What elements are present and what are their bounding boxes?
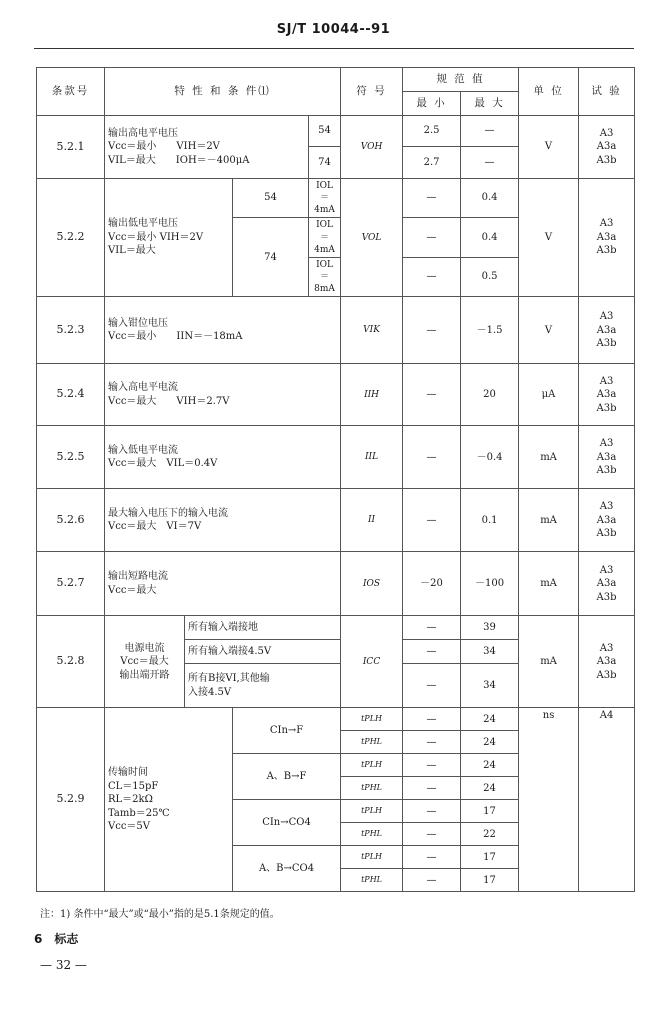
max-cell: 0.4 xyxy=(461,218,519,257)
clause-cell: 5.2.6 xyxy=(37,489,105,552)
series-cell: 54 xyxy=(309,116,341,147)
table-row xyxy=(37,708,635,731)
max-cell: 0.5 xyxy=(461,257,519,296)
param-cell: tPHL xyxy=(341,869,403,892)
current-cell: IOL＝4mA xyxy=(309,218,341,257)
condition-line: 输出端开路 xyxy=(119,669,170,681)
clause-cell: 5.2.5 xyxy=(37,426,105,489)
clause-cell: 5.2.9 xyxy=(37,708,105,892)
table-row xyxy=(37,297,635,364)
max-cell: 24 xyxy=(461,708,519,731)
symbol-cell: IIL xyxy=(341,426,403,489)
condition-cell xyxy=(105,116,309,179)
clause-cell: 5.2.4 xyxy=(37,364,105,426)
condition-cell xyxy=(105,426,341,489)
series-cell: 54 xyxy=(233,179,309,218)
table-row xyxy=(37,426,635,489)
test-line: A3a xyxy=(596,514,617,526)
max-cell: — xyxy=(461,116,519,147)
test-line: A3 xyxy=(599,218,614,230)
min-cell: 2.5 xyxy=(403,116,461,147)
test-line: A3a xyxy=(596,389,617,401)
max-cell: — xyxy=(461,147,519,179)
test-cell xyxy=(579,297,635,364)
condition-line: RL＝2kΩ xyxy=(108,794,153,806)
min-cell: — xyxy=(403,297,461,364)
condition-line: Vcc＝最大 VIH＝2.7V xyxy=(108,395,230,407)
condition-cell xyxy=(105,552,341,616)
max-cell: －1.5 xyxy=(461,297,519,364)
option-line: 入接4.5V xyxy=(188,686,232,698)
test-cell xyxy=(579,426,635,489)
test-line: A3 xyxy=(599,438,614,450)
unit-cell: V xyxy=(519,116,579,179)
option-cell: 所有输入端接4.5V xyxy=(185,640,341,664)
series-cell: 74 xyxy=(309,147,341,179)
min-cell: — xyxy=(403,364,461,426)
condition-cell xyxy=(105,179,233,297)
param-cell: tPLH xyxy=(341,754,403,777)
max-cell: 17 xyxy=(461,869,519,892)
clause-cell: 5.2.8 xyxy=(37,616,105,708)
table-row xyxy=(37,364,635,426)
path-cell: CIn→F xyxy=(233,708,341,754)
test-line: A3 xyxy=(599,311,614,323)
test-line: A3b xyxy=(596,465,617,477)
header-rule xyxy=(34,48,634,49)
test-line: A3b xyxy=(596,669,617,681)
min-cell: — xyxy=(403,664,461,708)
min-cell: — xyxy=(403,708,461,731)
condition-cell xyxy=(105,489,341,552)
symbol-cell: IOS xyxy=(341,552,403,616)
condition-line: 输出短路电流 xyxy=(108,571,168,583)
min-cell: — xyxy=(403,489,461,552)
condition-line: 传输时间 xyxy=(108,767,148,779)
max-cell: 24 xyxy=(461,731,519,754)
condition-line: Vcc＝最大 VIL＝0.4V xyxy=(108,458,218,470)
test-cell xyxy=(579,364,635,426)
unit-cell: V xyxy=(519,179,579,297)
symbol-cell: VOL xyxy=(341,179,403,297)
test-cell xyxy=(579,116,635,179)
series-cell: 74 xyxy=(233,218,309,297)
unit-cell: mA xyxy=(519,489,579,552)
condition-line: 输入低电平电流 xyxy=(108,444,178,456)
condition-line: Vcc＝最小 IIN＝－18mA xyxy=(108,331,243,343)
max-cell: 39 xyxy=(461,616,519,640)
page-number: — 32 — xyxy=(40,958,87,972)
option-line: 所有B接VI,其他输 xyxy=(188,673,270,685)
min-cell: — xyxy=(403,218,461,257)
max-cell: －0.4 xyxy=(461,426,519,489)
test-line: A3b xyxy=(596,591,617,603)
test-cell xyxy=(579,552,635,616)
min-cell: — xyxy=(403,869,461,892)
condition-cell xyxy=(105,297,341,364)
max-cell: 0.4 xyxy=(461,179,519,218)
max-cell: 22 xyxy=(461,823,519,846)
clause-cell: 5.2.1 xyxy=(37,116,105,179)
test-line: A3 xyxy=(599,564,614,576)
unit-cell: mA xyxy=(519,616,579,708)
condition-line: VIL＝最大 IOH＝－400μA xyxy=(108,154,250,166)
max-cell: 17 xyxy=(461,846,519,869)
condition-line: 最大输入电压下的输入电流 xyxy=(108,507,228,519)
condition-line: Vcc＝最小 VIH＝2V xyxy=(108,141,220,153)
test-cell xyxy=(579,616,635,708)
min-cell: －20 xyxy=(403,552,461,616)
min-cell: — xyxy=(403,800,461,823)
condition-line: 输入高电平电流 xyxy=(108,382,178,394)
table-row xyxy=(37,616,635,640)
condition-line: Vcc＝5V xyxy=(108,821,151,833)
max-cell: 17 xyxy=(461,800,519,823)
condition-line: VIL＝最大 xyxy=(108,245,156,257)
test-line: A3a xyxy=(596,656,617,668)
max-cell: 24 xyxy=(461,777,519,800)
table-row xyxy=(37,552,635,616)
max-cell: 24 xyxy=(461,754,519,777)
condition-line: Vcc＝最大 xyxy=(108,584,157,596)
max-cell: 20 xyxy=(461,364,519,426)
test-cell xyxy=(579,489,635,552)
col-symbol: 符 号 xyxy=(341,68,403,116)
col-min: 最 小 xyxy=(403,92,461,116)
condition-line: Tamb＝25℃ xyxy=(108,807,170,819)
path-cell: A、B→F xyxy=(233,754,341,800)
symbol-cell: IIH xyxy=(341,364,403,426)
test-line: A3b xyxy=(596,154,617,166)
test-line: A3b xyxy=(596,402,617,414)
option-cell: 所有输入端接地 xyxy=(185,616,341,640)
max-cell: －100 xyxy=(461,552,519,616)
condition-line: Vcc＝最小 VIH＝2V xyxy=(108,231,204,243)
condition-line: 电源电流 xyxy=(124,642,165,654)
test-line: A3b xyxy=(596,338,617,350)
col-test: 试 验 xyxy=(579,68,635,116)
min-cell: — xyxy=(403,640,461,664)
param-cell: tPLH xyxy=(341,708,403,731)
path-cell: CIn→CO4 xyxy=(233,800,341,846)
test-line: A3a xyxy=(596,451,617,463)
col-conditions: 特 性 和 条 件⑴ xyxy=(105,68,341,116)
section-heading: 6 标志 xyxy=(34,932,79,946)
max-cell: 34 xyxy=(461,664,519,708)
test-line: A3 xyxy=(599,127,614,139)
test-line: A3 xyxy=(599,501,614,513)
condition-cell xyxy=(105,708,233,892)
test-line: A3a xyxy=(596,141,617,153)
condition-cell xyxy=(105,364,341,426)
param-cell: tPHL xyxy=(341,731,403,754)
current-cell: IOL＝8mA xyxy=(309,257,341,296)
min-cell: — xyxy=(403,426,461,489)
symbol-cell: ICC xyxy=(341,616,403,708)
path-cell: A、B→CO4 xyxy=(233,846,341,892)
condition-line: CL＝15pF xyxy=(108,780,159,792)
condition-line: 输入钳位电压 xyxy=(108,317,168,329)
unit-cell: V xyxy=(519,297,579,364)
spec-table xyxy=(36,67,635,892)
test-line: A3a xyxy=(596,231,617,243)
param-cell: tPHL xyxy=(341,777,403,800)
min-cell: — xyxy=(403,846,461,869)
param-cell: tPHL xyxy=(341,823,403,846)
min-cell: — xyxy=(403,754,461,777)
symbol-cell: VIK xyxy=(341,297,403,364)
min-cell: — xyxy=(403,616,461,640)
test-line: A3a xyxy=(596,324,617,336)
condition-line: Vcc＝最大 VI＝7V xyxy=(108,521,202,533)
clause-cell: 5.2.3 xyxy=(37,297,105,364)
unit-cell: ns xyxy=(519,708,579,892)
col-clause: 条款号 xyxy=(37,68,105,116)
col-spec: 规 范 值 xyxy=(403,68,519,92)
table-row xyxy=(37,179,635,218)
current-cell: IOL＝4mA xyxy=(309,179,341,218)
document-header: SJ/T 10044--91 xyxy=(276,22,391,37)
clause-cell: 5.2.7 xyxy=(37,552,105,616)
test-cell xyxy=(579,179,635,297)
condition-line: Vcc＝最大 xyxy=(120,656,169,668)
min-cell: — xyxy=(403,257,461,296)
symbol-cell: II xyxy=(341,489,403,552)
min-cell: 2.7 xyxy=(403,147,461,179)
condition-line: 输出高电平电压 xyxy=(108,127,178,139)
test-line: A3a xyxy=(596,578,617,590)
col-unit: 单 位 xyxy=(519,68,579,116)
unit-cell: μA xyxy=(519,364,579,426)
unit-cell: mA xyxy=(519,426,579,489)
max-cell: 0.1 xyxy=(461,489,519,552)
footnote: 注：1) 条件中“最大”或“最小”指的是5.1条规定的值。 xyxy=(40,909,280,920)
min-cell: — xyxy=(403,823,461,846)
col-max: 最 大 xyxy=(461,92,519,116)
test-line: A3 xyxy=(599,375,614,387)
condition-line: 输出低电平电压 xyxy=(108,218,178,230)
test-line: A3b xyxy=(596,245,617,257)
table-row xyxy=(37,116,635,147)
param-cell: tPLH xyxy=(341,846,403,869)
param-cell: tPLH xyxy=(341,800,403,823)
min-cell: — xyxy=(403,731,461,754)
unit-cell: mA xyxy=(519,552,579,616)
test-line: A3 xyxy=(599,642,614,654)
min-cell: — xyxy=(403,777,461,800)
option-cell xyxy=(185,664,341,708)
min-cell: — xyxy=(403,179,461,218)
table-row xyxy=(37,489,635,552)
test-cell: A4 xyxy=(579,708,635,892)
symbol-cell: VOH xyxy=(341,116,403,179)
condition-cell xyxy=(105,616,185,708)
clause-cell: 5.2.2 xyxy=(37,179,105,297)
test-line: A3b xyxy=(596,528,617,540)
max-cell: 34 xyxy=(461,640,519,664)
